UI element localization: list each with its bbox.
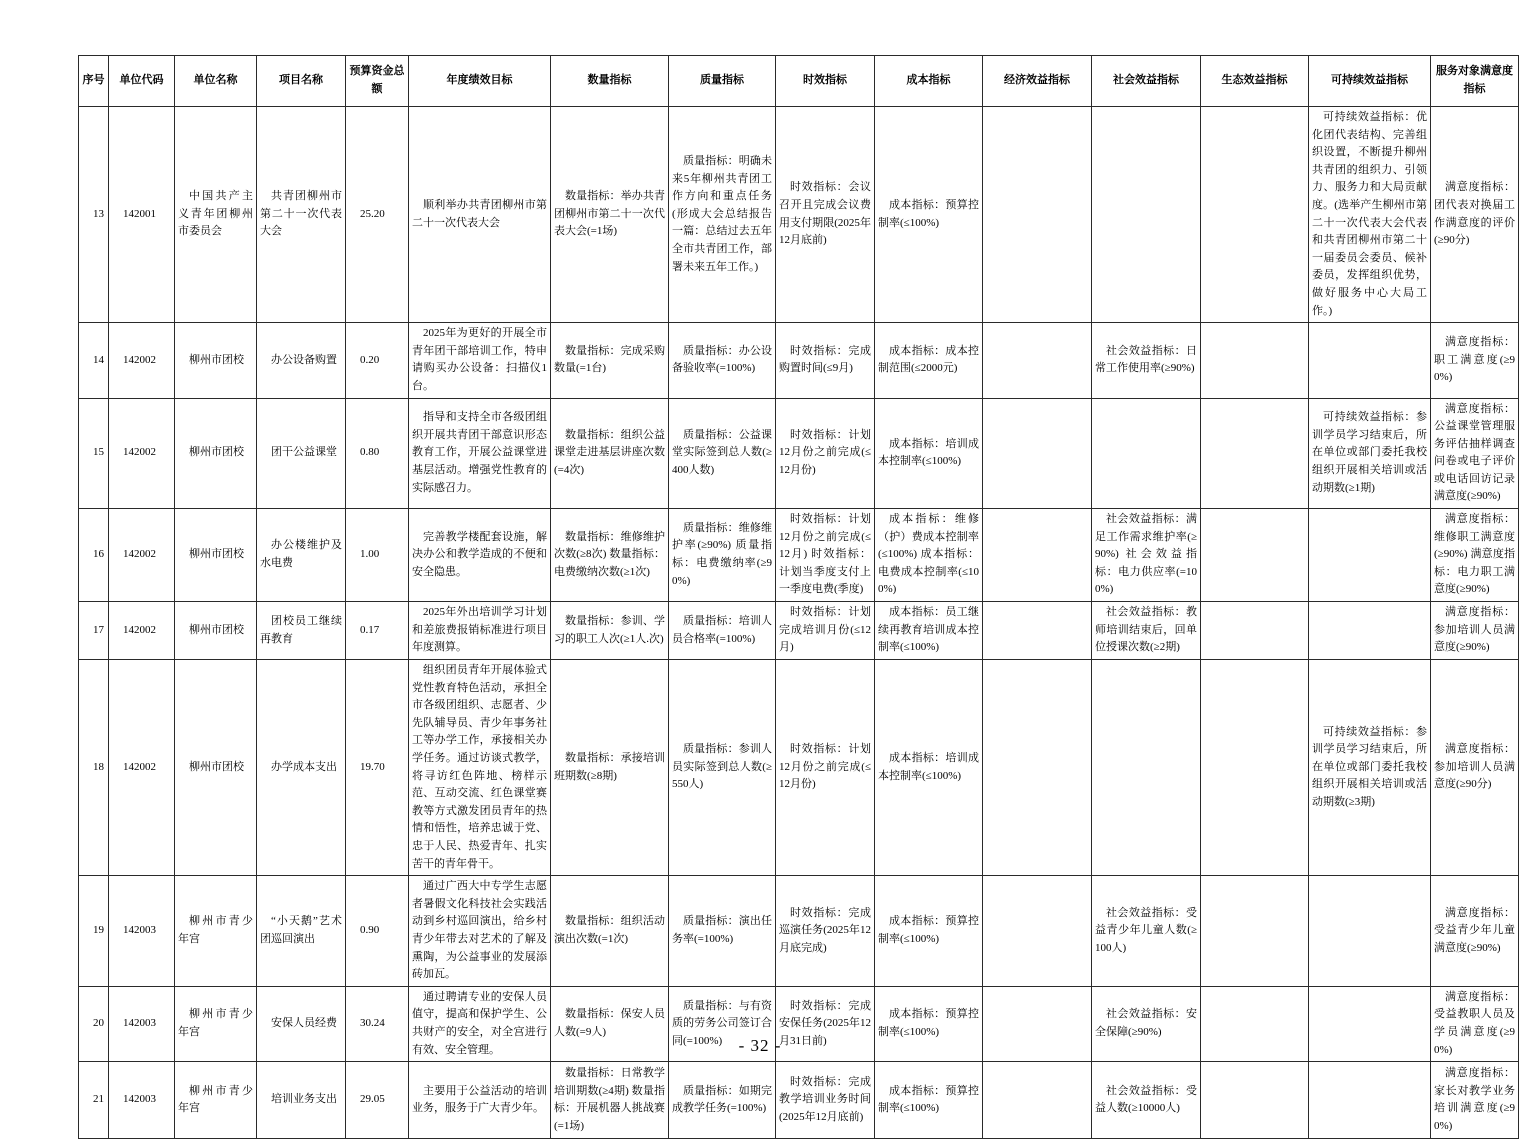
cell-sustainable: 可持续效益指标：参训学员学习结束后，所在单位或部门委托我校组织开展相关培训或活动期数(≥1期) <box>1309 398 1431 509</box>
column-header-timeliness: 时效指标 <box>776 56 875 107</box>
cell-cost: 成本指标：培训成本控制率(≤100%) <box>875 660 983 876</box>
cell-budget: 25.20 <box>346 107 409 323</box>
performance-indicator-table <box>78 55 1519 1139</box>
column-header-project_name: 项目名称 <box>257 56 346 107</box>
cell-unit_code: 142003 <box>109 1062 175 1139</box>
table-row <box>79 602 1519 660</box>
cell-unit_name: 柳州市青少年宫 <box>175 986 257 1061</box>
cell-quality: 质量指标：与有资质的劳务公司签订合同(=100%) <box>669 986 776 1061</box>
cell-timeliness: 时效指标：完成巡演任务(2025年12月底完成) <box>776 876 875 987</box>
table-row <box>79 876 1519 987</box>
cell-annual_goal: 主要用于公益活动的培训业务，服务于广大青少年。 <box>409 1062 551 1139</box>
column-header-quantity: 数量指标 <box>551 56 669 107</box>
cell-timeliness: 时效指标：计划完成培训月份(≤12月) <box>776 602 875 660</box>
cell-unit_name: 柳州市团校 <box>175 602 257 660</box>
cell-social: 社会效益指标：日常工作使用率(≥90%) <box>1092 323 1201 398</box>
table-header-row <box>79 56 1519 107</box>
cell-quality: 质量指标：演出任务率(=100%) <box>669 876 776 987</box>
cell-quantity: 数量指标：举办共青团柳州市第二十一次代表大会(=1场) <box>551 107 669 323</box>
cell-seq: 16 <box>79 509 109 602</box>
cell-annual_goal: 通过聘请专业的安保人员值守，提高和保护学生、公共财产的安全，对全宫进行有效、安全管理。 <box>409 986 551 1061</box>
cell-timeliness: 时效指标：完成教学培训业务时间(2025年12月底前) <box>776 1062 875 1139</box>
column-header-social: 社会效益指标 <box>1092 56 1201 107</box>
column-header-cost: 成本指标 <box>875 56 983 107</box>
cell-quantity: 数量指标：参训、学习的职工人次(≥1人.次) <box>551 602 669 660</box>
cell-seq: 20 <box>79 986 109 1061</box>
cell-satisfaction: 满意度指标：职工满意度(≥90%) <box>1431 323 1519 398</box>
cell-ecological <box>1201 509 1309 602</box>
table-row <box>79 660 1519 876</box>
cell-budget: 0.20 <box>346 323 409 398</box>
cell-cost: 成本指标：员工继续再教育培训成本控制率(≤100%) <box>875 602 983 660</box>
cell-ecological <box>1201 107 1309 323</box>
cell-unit_code: 142002 <box>109 509 175 602</box>
cell-social: 社会效益指标：满足工作需求维护率(≥90%) 社会效益指标：电力供应率(=100%) <box>1092 509 1201 602</box>
cell-quality: 质量指标：办公设备验收率(=100%) <box>669 323 776 398</box>
column-header-quality: 质量指标 <box>669 56 776 107</box>
cell-budget: 0.17 <box>346 602 409 660</box>
column-header-economic: 经济效益指标 <box>983 56 1092 107</box>
cell-project_name: 培训业务支出 <box>257 1062 346 1139</box>
cell-social <box>1092 398 1201 509</box>
cell-cost: 成本指标：预算控制率(≤100%) <box>875 107 983 323</box>
cell-economic <box>983 660 1092 876</box>
cell-timeliness: 时效指标：计划12月份之前完成(≤12月份) <box>776 660 875 876</box>
cell-cost: 成本指标：预算控制率(≤100%) <box>875 986 983 1061</box>
cell-seq: 18 <box>79 660 109 876</box>
cell-timeliness: 时效指标：计划12月份之前完成(≤12月份) <box>776 398 875 509</box>
cell-sustainable <box>1309 323 1431 398</box>
cell-ecological <box>1201 602 1309 660</box>
cell-project_name: 办学成本支出 <box>257 660 346 876</box>
cell-timeliness: 时效指标：计划12月份之前完成(≤12月) 时效指标：计划当季度支付上一季度电费(季度) <box>776 509 875 602</box>
cell-unit_name: 柳州市团校 <box>175 509 257 602</box>
column-header-annual_goal: 年度绩效目标 <box>409 56 551 107</box>
cell-project_name: 团干公益课堂 <box>257 398 346 509</box>
cell-quality: 质量指标：如期完成教学任务(=100%) <box>669 1062 776 1139</box>
cell-social: 社会效益指标：安全保障(≥90%) <box>1092 986 1201 1061</box>
cell-satisfaction: 满意度指标：公益课堂管理服务评估抽样调查问卷或电子评价或电话回访记录满意度(≥90%) <box>1431 398 1519 509</box>
cell-economic <box>983 1062 1092 1139</box>
column-header-budget: 预算资金总额 <box>346 56 409 107</box>
column-header-unit_code: 单位代码 <box>109 56 175 107</box>
table-row <box>79 398 1519 509</box>
cell-seq: 14 <box>79 323 109 398</box>
column-header-ecological: 生态效益指标 <box>1201 56 1309 107</box>
table-row <box>79 107 1519 323</box>
table-body <box>79 107 1519 1139</box>
cell-timeliness: 时效指标：完成安保任务(2025年12月31日前) <box>776 986 875 1061</box>
cell-annual_goal: 通过广西大中专学生志愿者暑假文化科技社会实践活动到乡村巡回演出，给乡村青少年带去对艺术的了解及熏陶，为公益事业的发展添砖加瓦。 <box>409 876 551 987</box>
cell-social <box>1092 660 1201 876</box>
cell-budget: 0.90 <box>346 876 409 987</box>
column-header-seq: 序号 <box>79 56 109 107</box>
cell-annual_goal: 指导和支持全市各级团组织开展共青团干部意识形态教育工作，开展公益课堂进基层活动。增强党性教育的实际感召力。 <box>409 398 551 509</box>
cell-quantity: 数量指标：组织公益课堂走进基层讲座次数(=4次) <box>551 398 669 509</box>
cell-satisfaction: 满意度指标：受益教职人员及学员满意度(≥90%) <box>1431 986 1519 1061</box>
cell-ecological <box>1201 323 1309 398</box>
cell-unit_name: 柳州市青少年宫 <box>175 1062 257 1139</box>
cell-ecological <box>1201 876 1309 987</box>
cell-annual_goal: 完善教学楼配套设施，解决办公和教学造成的不便和安全隐患。 <box>409 509 551 602</box>
cell-cost: 成本指标：成本控制范围(≤2000元) <box>875 323 983 398</box>
cell-unit_code: 142002 <box>109 398 175 509</box>
cell-cost: 成本指标：预算控制率(≤100%) <box>875 1062 983 1139</box>
cell-quantity: 数量指标：组织活动演出次数(=1次) <box>551 876 669 987</box>
cell-sustainable: 可持续效益指标：优化团代表结构、完善组织设置，不断提升柳州共青团的组织力、引领力、服务力和大局贡献度。(选举产生柳州市第二十一次代表大会代表和共青团柳州市第二十一届委员会委员、候补委员，发挥组织优势，做好服务中心大局工作。) <box>1309 107 1431 323</box>
table-row <box>79 509 1519 602</box>
cell-satisfaction: 满意度指标：参加培训人员满意度(≥90%) <box>1431 602 1519 660</box>
cell-timeliness: 时效指标：会议召开且完成会议费用支付期限(2025年12月底前) <box>776 107 875 323</box>
cell-ecological <box>1201 1062 1309 1139</box>
cell-sustainable <box>1309 1062 1431 1139</box>
cell-unit_code: 142002 <box>109 602 175 660</box>
cell-unit_code: 142002 <box>109 660 175 876</box>
cell-sustainable <box>1309 602 1431 660</box>
cell-seq: 15 <box>79 398 109 509</box>
table-header <box>79 56 1519 107</box>
cell-social <box>1092 107 1201 323</box>
cell-project_name: “小天鹅”艺术团巡回演出 <box>257 876 346 987</box>
cell-sustainable <box>1309 509 1431 602</box>
cell-quality: 质量指标：参训人员实际签到总人数(≥550人) <box>669 660 776 876</box>
cell-satisfaction: 满意度指标：家长对教学业务培训满意度(≥90%) <box>1431 1062 1519 1139</box>
cell-unit_code: 142003 <box>109 876 175 987</box>
cell-project_name: 安保人员经费 <box>257 986 346 1061</box>
cell-quality: 质量指标：公益课堂实际签到总人数(≥400人数) <box>669 398 776 509</box>
table-row <box>79 323 1519 398</box>
cell-unit_name: 柳州市团校 <box>175 323 257 398</box>
cell-annual_goal: 顺利举办共青团柳州市第二十一次代表大会 <box>409 107 551 323</box>
cell-unit_name: 柳州市团校 <box>175 398 257 509</box>
cell-economic <box>983 876 1092 987</box>
page-number: - 32 - <box>738 1036 782 1055</box>
cell-budget: 30.24 <box>346 986 409 1061</box>
cell-sustainable: 可持续效益指标：参训学员学习结束后，所在单位或部门委托我校组织开展相关培训或活动期数(≥3期) <box>1309 660 1431 876</box>
table-row <box>79 1062 1519 1139</box>
cell-ecological <box>1201 398 1309 509</box>
cell-social: 社会效益指标：受益人数(≥10000人) <box>1092 1062 1201 1139</box>
cell-economic <box>983 602 1092 660</box>
cell-social: 社会效益指标：教师培训结束后，回单位授课次数(≥2期) <box>1092 602 1201 660</box>
cell-timeliness: 时效指标：完成购置时间(≤9月) <box>776 323 875 398</box>
cell-seq: 17 <box>79 602 109 660</box>
cell-cost: 成本指标：预算控制率(≤100%) <box>875 876 983 987</box>
cell-quantity: 数量指标：承接培训班期数(≥8期) <box>551 660 669 876</box>
cell-cost: 成本指标：维修（护）费成本控制率(≤100%) 成本指标：电费成本控制率(≤100%) <box>875 509 983 602</box>
cell-budget: 1.00 <box>346 509 409 602</box>
column-header-unit_name: 单位名称 <box>175 56 257 107</box>
cell-economic <box>983 107 1092 323</box>
cell-quantity: 数量指标：保安人员人数(=9人) <box>551 986 669 1061</box>
cell-annual_goal: 组织团员青年开展体验式党性教育特色活动，承担全市各级团组织、志愿者、少先队辅导员、青少年事务社工等办学工作，承接相关办学任务。通过访谈式教学，将寻访红色阵地、榜样示范、互动交流、红色课堂赛教等方式激发团员青年的热情和悟性，培养忠诚于党、忠于人民、热爱青年、扎实苦干的青年骨干。 <box>409 660 551 876</box>
column-header-satisfaction: 服务对象满意度指标 <box>1431 56 1519 107</box>
cell-economic <box>983 323 1092 398</box>
cell-unit_code: 142001 <box>109 107 175 323</box>
cell-ecological <box>1201 660 1309 876</box>
cell-sustainable <box>1309 876 1431 987</box>
cell-economic <box>983 509 1092 602</box>
cell-satisfaction: 满意度指标：受益青少年儿童满意度(≥90%) <box>1431 876 1519 987</box>
cell-unit_code: 142002 <box>109 323 175 398</box>
cell-quality: 质量指标：维修维护率(≥90%) 质量指标：电费缴纳率(≥90%) <box>669 509 776 602</box>
cell-project_name: 团校员工继续再教育 <box>257 602 346 660</box>
cell-unit_name: 柳州市团校 <box>175 660 257 876</box>
cell-budget: 19.70 <box>346 660 409 876</box>
cell-annual_goal: 2025年为更好的开展全市青年团干部培训工作，特申请购买办公设备：扫描仪1台。 <box>409 323 551 398</box>
cell-annual_goal: 2025年外出培训学习计划和差旅费报销标准进行项目年度测算。 <box>409 602 551 660</box>
cell-cost: 成本指标：培训成本控制率(≤100%) <box>875 398 983 509</box>
cell-project_name: 办公楼维护及水电费 <box>257 509 346 602</box>
cell-unit_code: 142003 <box>109 986 175 1061</box>
cell-social: 社会效益指标：受益青少年儿童人数(≥100人) <box>1092 876 1201 987</box>
cell-satisfaction: 满意度指标：维修职工满意度(≥90%) 满意度指标：电力职工满意度(≥90%) <box>1431 509 1519 602</box>
cell-satisfaction: 满意度指标：参加培训人员满意度(≥90分) <box>1431 660 1519 876</box>
cell-budget: 0.80 <box>346 398 409 509</box>
cell-seq: 19 <box>79 876 109 987</box>
cell-quantity: 数量指标：维修维护次数(≥8次) 数量指标：电费缴纳次数(≥1次) <box>551 509 669 602</box>
cell-economic <box>983 398 1092 509</box>
cell-project_name: 办公设备购置 <box>257 323 346 398</box>
cell-quantity: 数量指标：日常教学培训期数(≥4期) 数量指标：开展机器人挑战赛(=1场) <box>551 1062 669 1139</box>
cell-unit_name: 中国共产主义青年团柳州市委员会 <box>175 107 257 323</box>
cell-unit_name: 柳州市青少年宫 <box>175 876 257 987</box>
cell-seq: 13 <box>79 107 109 323</box>
cell-quantity: 数量指标：完成采购数量(=1台) <box>551 323 669 398</box>
cell-quality: 质量指标：明确未来5年柳州共青团工作方向和重点任务(形成大会总结报告一篇：总结过去五年全市共青团工作，部署未来五年工作。) <box>669 107 776 323</box>
cell-budget: 29.05 <box>346 1062 409 1139</box>
cell-quality: 质量指标：培训人员合格率(=100%) <box>669 602 776 660</box>
cell-project_name: 共青团柳州市第二十一次代表大会 <box>257 107 346 323</box>
cell-satisfaction: 满意度指标：团代表对换届工作满意度的评价(≥90分) <box>1431 107 1519 323</box>
column-header-sustainable: 可持续效益指标 <box>1309 56 1431 107</box>
cell-seq: 21 <box>79 1062 109 1139</box>
